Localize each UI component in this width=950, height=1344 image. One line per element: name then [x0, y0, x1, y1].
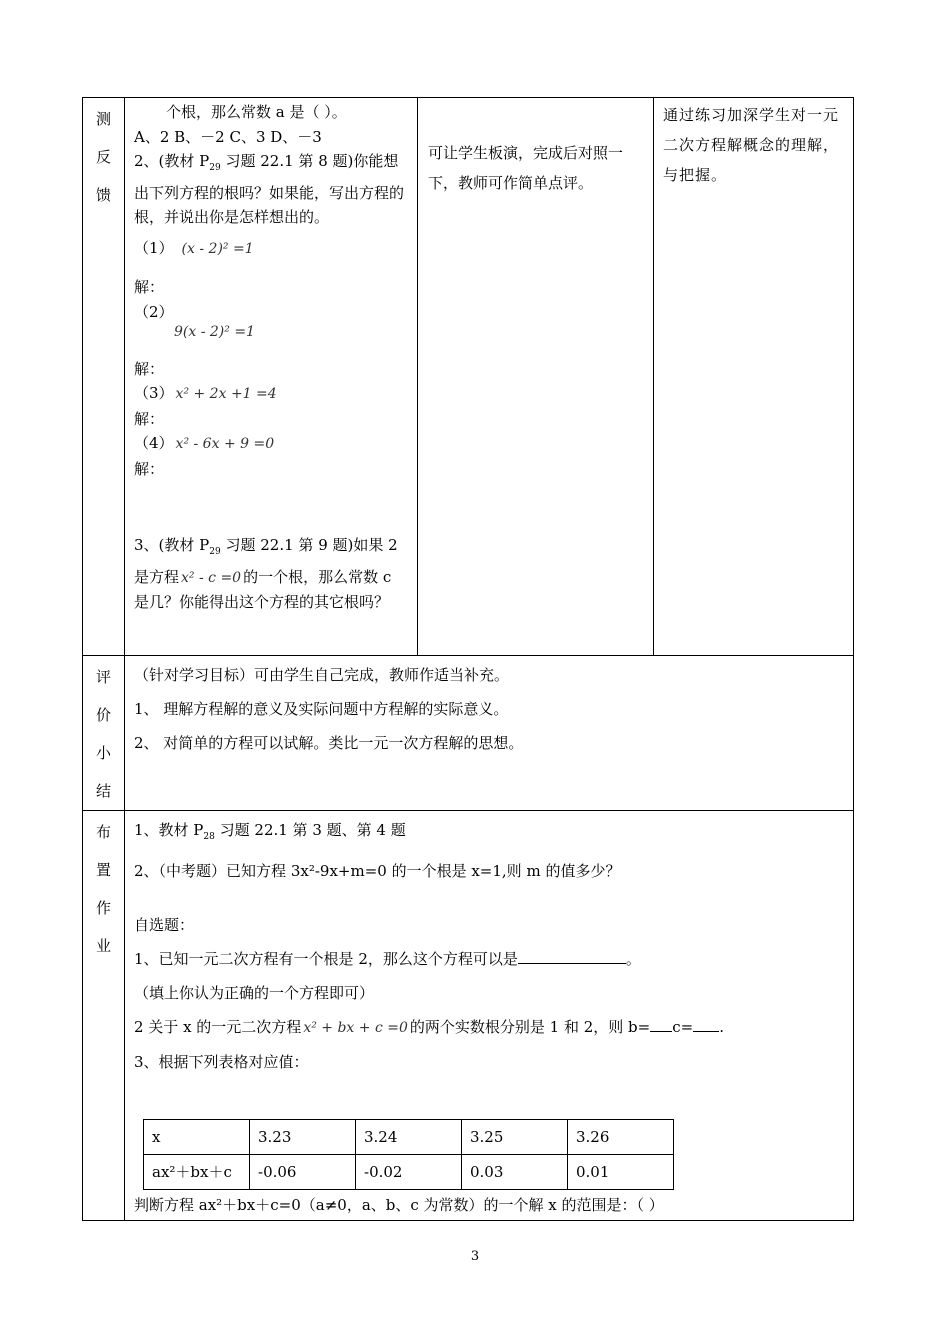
question-1-choices: A、2 B、－2 C、3 D、－3 [134, 127, 322, 146]
question-3: 3、(教材 $P_{29}$ 习题 22.1 第 9 题)如果 2 是方程 x² - c =0 的一个根，那么常数 c 是几？你能得出这个方程的其它根吗？ [134, 536, 398, 611]
table-cell: 3.26 [568, 1120, 674, 1155]
table-cell: ax²＋bx＋c [144, 1155, 250, 1190]
homework-2: 2、（中考题）已知方程 3x²-9x+m=0 的一个根是 x=1,则 m 的值多少？ [134, 862, 621, 880]
summary-line-2: 1、 理解方程解的意义及实际问题中方程解的实际意义。 [134, 700, 509, 718]
row-label-feedback: 测 反 馈 [83, 98, 125, 656]
page-number: 3 [470, 1249, 480, 1264]
question-2: 2、(教材 $P_{29}$ 习题 22.1 第 8 题)你能想出下列方程的根吗？如果能，写出方程的根，并说出你是怎样想出的。 [134, 152, 405, 226]
equation-2: 9(x - 2)² =1 [174, 324, 255, 340]
value-table-row [144, 1155, 674, 1190]
answer-2: 解： [134, 359, 165, 378]
equation-4: （4） x² - 6x + 9 =0 [134, 434, 275, 452]
table-cell: -0.02 [356, 1155, 462, 1190]
teacher-note-cell: 可让学生板演，完成后对照一下，教师可作简单点评。 [418, 98, 654, 656]
answer-blank[interactable] [518, 949, 626, 964]
c-blank[interactable] [693, 1017, 719, 1032]
answer-1: 解： [134, 277, 165, 296]
value-table [143, 1119, 674, 1190]
table-cell: -0.06 [250, 1155, 356, 1190]
homework-row [83, 811, 854, 1221]
answer-4: 解： [134, 459, 165, 478]
table-cell: 3.24 [356, 1120, 462, 1155]
answer-3: 解： [134, 409, 165, 428]
summary-cell [125, 656, 854, 811]
homework-1: 1、教材 $P_{28}$ 习题 22.1 第 3 题、第 4 题 [134, 821, 406, 842]
row-label-summary: 评 价 小 结 [83, 656, 125, 811]
lesson-table [82, 97, 854, 1221]
table-cell: x [144, 1120, 250, 1155]
b-blank[interactable] [650, 1017, 672, 1032]
table-cell: 3.23 [250, 1120, 356, 1155]
table-cell: 0.03 [462, 1155, 568, 1190]
summary-line-3: 2、 对简单的方程可以试解。类比一元一次方程解的思想。 [134, 734, 524, 752]
exercise-cell [125, 98, 418, 656]
table-cell: 3.25 [462, 1120, 568, 1155]
summary-line-1: （针对学习目标）可由学生自己完成，教师作适当补充。 [134, 666, 510, 684]
question-1-tail: 个根，那么常数 a 是（ ）。 [166, 103, 347, 121]
equation-3: （3） x² + 2x +1 =4 [134, 384, 277, 402]
table-cell: 0.01 [568, 1155, 674, 1190]
optional-title: 自选题： [134, 916, 195, 934]
equation-2-number: （2） [134, 303, 174, 321]
optional-1-note: （填上你认为正确的一个方程即可） [134, 984, 375, 1002]
feedback-row [83, 98, 854, 656]
value-table-row [144, 1120, 674, 1155]
optional-1: 1、已知一元二次方程有一个根是 2，那么这个方程可以是 。 [134, 950, 641, 968]
optional-2: 2 关于 x 的一元二次方程 x² + bx + c =0 的两个实数根分别是 1 和 2，则 b= c= . [134, 1018, 724, 1036]
judge-question: 判断方程 ax²＋bx＋c=0（a≠0，a、b、c 为常数）的一个解 x 的范围是：（ ） [134, 1196, 664, 1214]
purpose-cell: 通过练习加深学生对一元二次方程解概念的理解，与把握。 [654, 98, 854, 656]
homework-cell [125, 811, 854, 1221]
row-label-homework: 布 置 作 业 [83, 811, 125, 1221]
equation-1: （1） (x - 2)² =1 [134, 238, 254, 257]
optional-3: 3、根据下列表格对应值： [134, 1053, 309, 1071]
summary-row [83, 656, 854, 811]
